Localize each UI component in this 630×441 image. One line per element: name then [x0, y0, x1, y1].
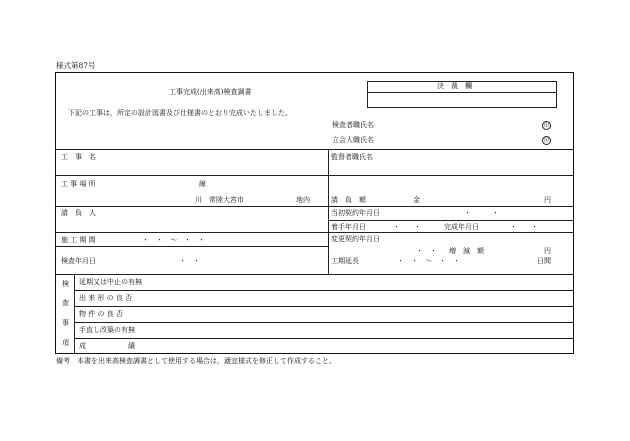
- insp-line-4: [74, 338, 574, 339]
- insp-line-1: [74, 290, 574, 291]
- inspector-label: 検査者職氏名: [332, 121, 374, 129]
- row-line-6: [55, 274, 574, 275]
- statement-text: 下記の工事は，所定の設計図書及び仕様書のとおり完成いたしました。: [68, 109, 292, 117]
- river-city-label: 川 常陸大宮市: [195, 196, 244, 204]
- inspector-seal-mark: 印: [543, 123, 549, 129]
- inspection-date-label: 検査年月日: [61, 257, 96, 265]
- contract-amount-label: 請 負 額: [331, 196, 366, 204]
- approval-header: 決 裁 欄: [437, 82, 472, 90]
- period-label: 施 工 期 間: [61, 236, 96, 244]
- initial-date-dots: ・ ・: [464, 209, 499, 217]
- witness-seal-mark: 印: [543, 138, 549, 144]
- row-line-3: [328, 220, 574, 221]
- supervisor-label: 監督者職氏名: [331, 153, 373, 161]
- inspection-side-divider: [74, 274, 75, 354]
- increase-yen-label: 円: [544, 247, 551, 255]
- yen-label: 円: [544, 196, 551, 204]
- chinai-label: 地内: [296, 196, 310, 204]
- remarks-text: 備考 本書を出来高検査調書として使用する場合は，適宜様式を修正して作成すること。: [56, 357, 336, 365]
- inspection-side-char-4: 項: [62, 339, 69, 347]
- inspection-side-char-3: 事: [62, 319, 69, 327]
- row-line-5: [55, 246, 328, 247]
- inspection-side-char-2: 査: [62, 299, 69, 307]
- extension-value: ・ ・ 〜 ・ ・: [397, 257, 460, 265]
- inspection-item: 成 績: [79, 342, 135, 350]
- changed-date-label: 変更契約年月日: [331, 235, 380, 243]
- increase-decrease-dots: ・ ・: [416, 247, 437, 255]
- witness-label: 立会人職氏名: [332, 136, 374, 144]
- table-top-line: [55, 149, 574, 150]
- initial-date-label: 当初契約年月日: [331, 209, 380, 217]
- increase-decrease-label: 増 減 額: [449, 247, 484, 255]
- period-value: ・ ・ 〜 ・ ・: [142, 236, 205, 244]
- inspection-side-char-1: 検: [62, 280, 69, 288]
- start-date-label: 着手年月日: [331, 223, 366, 231]
- inspection-item: 手直し改築の有無: [79, 326, 135, 334]
- form-title: 工事完成(出来高)検査調書: [169, 88, 252, 96]
- center-divider: [328, 149, 329, 274]
- insp-line-3: [74, 322, 574, 323]
- extension-label: 工期延長: [331, 257, 359, 265]
- work-name-label: 工 事 名: [61, 153, 96, 161]
- kin-label: 金: [413, 196, 420, 204]
- row-line-4: [55, 232, 574, 233]
- sen-label: 線: [199, 180, 206, 188]
- inspection-item: 物 件 の 良 否: [79, 310, 123, 318]
- row-line-1: [55, 175, 574, 176]
- inspection-item: 出 来 形 の 良 否: [79, 294, 133, 302]
- complete-date-dots: ・ ・: [510, 223, 538, 231]
- inspection-date-value: ・ ・: [179, 257, 200, 265]
- days-label: 日間: [537, 257, 551, 265]
- row-line-2: [55, 206, 574, 207]
- insp-line-2: [74, 306, 574, 307]
- contractor-label: 請 負 人: [61, 209, 96, 217]
- inspection-item: 延期又は中止の有無: [79, 278, 142, 286]
- complete-date-label: 完成年月日: [444, 223, 479, 231]
- start-date-dots: ・ ・: [393, 223, 421, 231]
- form-number: 様式第87号: [56, 61, 96, 70]
- approval-divider: [367, 92, 557, 93]
- work-location-label: 工 事 場 所: [61, 180, 96, 188]
